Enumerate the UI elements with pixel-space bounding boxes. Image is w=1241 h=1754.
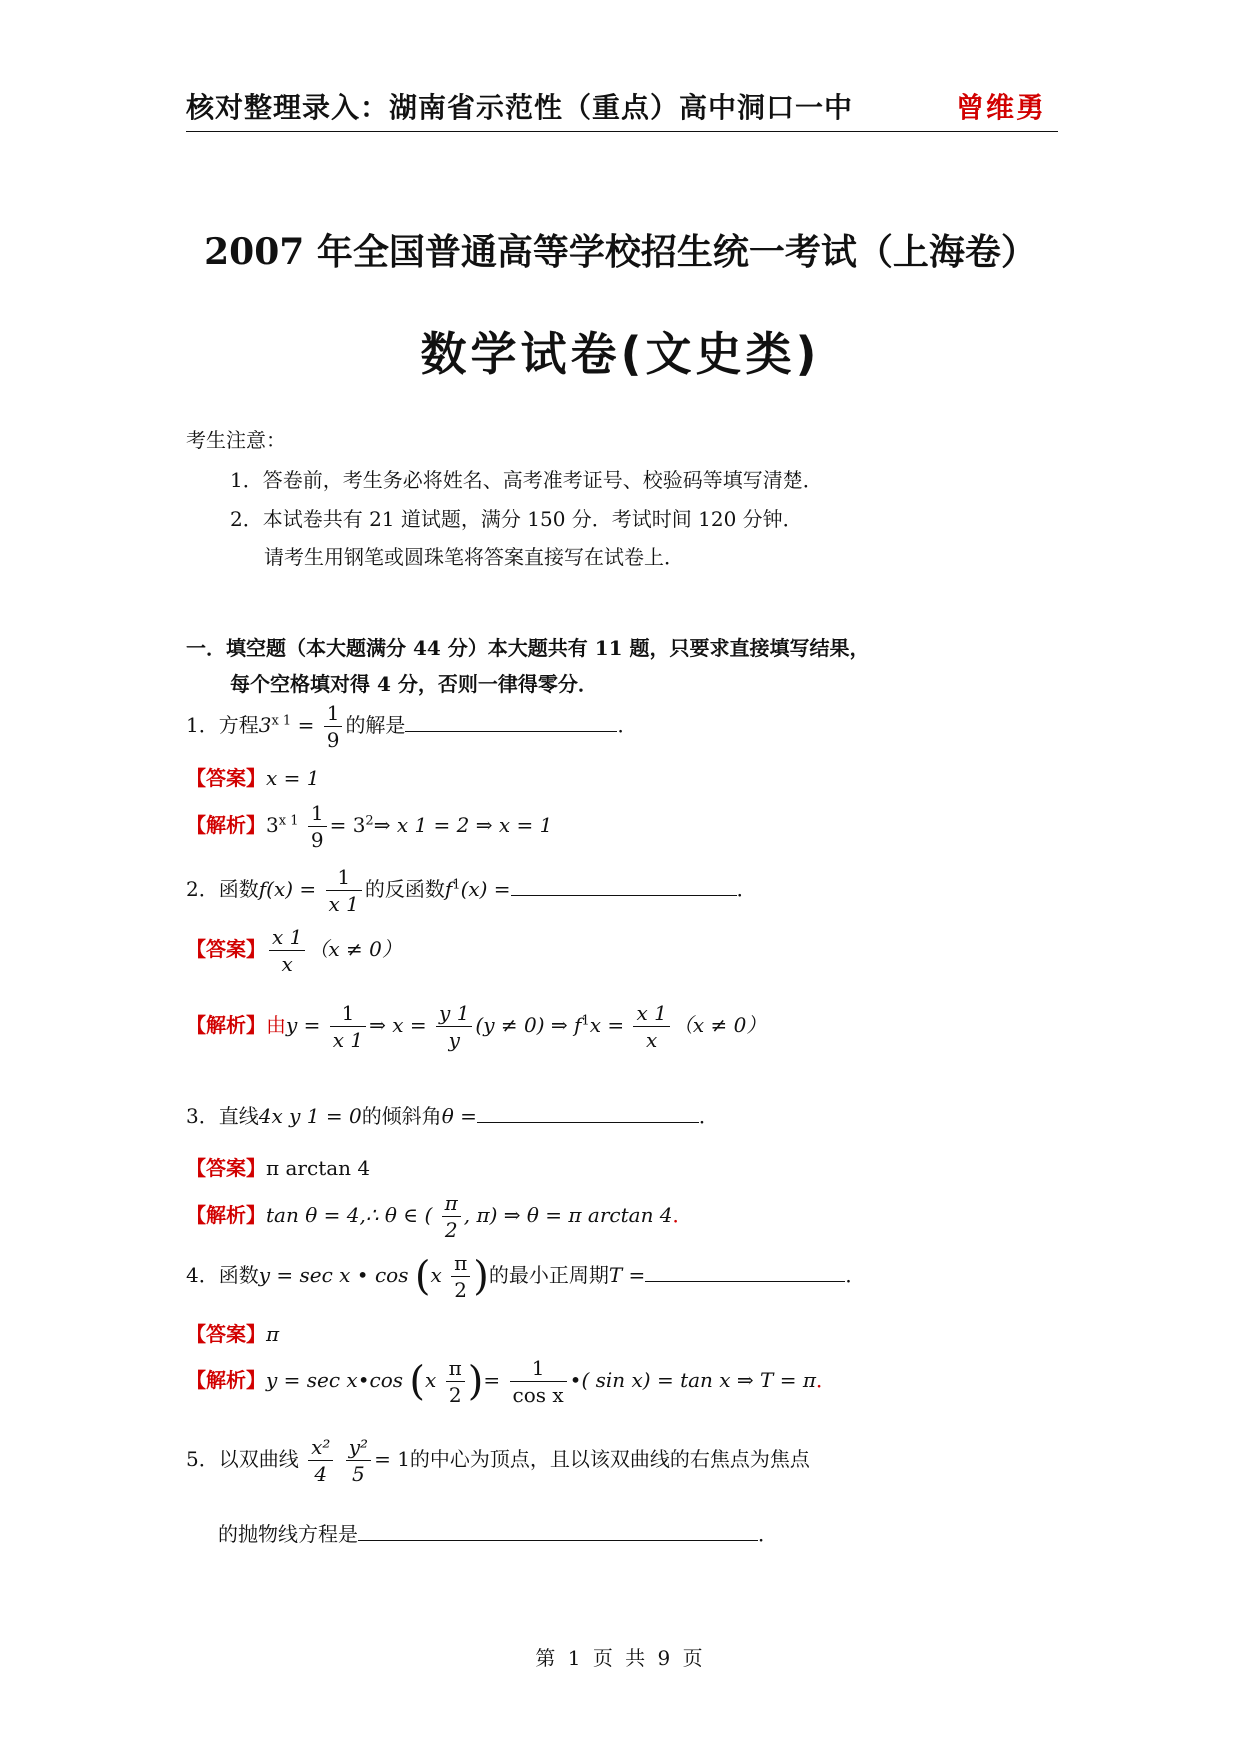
q4-an-frac2	[510, 1355, 567, 1408]
q2-label: 2．函数	[186, 877, 259, 901]
q3-answer	[186, 1152, 370, 1181]
section-heading-line1: 一．填空题（本大题满分 44 分）本大题共有 11 题，只要求直接填写结果，	[186, 636, 870, 660]
q5-frac2-num: y²	[348, 1435, 369, 1459]
q2-an-frac2-num: y 1	[439, 1001, 470, 1025]
q2-frac-num: 1	[337, 865, 351, 889]
q1-an-sup2: 2	[365, 813, 374, 829]
q4-label: 4．函数	[186, 1263, 259, 1287]
q4-an-paren-right: )	[467, 1358, 484, 1405]
analysis-tag: 【解析】	[186, 1013, 266, 1037]
q1-an-c: ⇒ x 1 = 2 ⇒ x = 1	[373, 813, 553, 837]
q2-fraction	[326, 864, 362, 917]
q4-answer-blank[interactable]	[645, 1263, 845, 1282]
q2-ans-fraction	[269, 924, 305, 977]
q1-an-b: = 3	[329, 813, 366, 837]
q5-label: 5．以双曲线	[186, 1447, 299, 1471]
q4-expr: y = sec x • cos	[258, 1263, 409, 1287]
q3-an-frac-den: 2	[442, 1216, 461, 1243]
q2-ans-cond: （x ≠ 0）	[308, 937, 402, 961]
q4-an-paren-left: (	[409, 1358, 425, 1405]
q4-an-end: ．	[816, 1368, 836, 1392]
notice-item-1: 1．答卷前，考生务必将姓名、高考准考证号、校验码等填写清楚．	[230, 468, 823, 492]
q4-fraction	[451, 1250, 470, 1303]
paper-title: 数学试卷(文史类)	[420, 327, 821, 381]
q4-an-frac1-num: π	[448, 1356, 462, 1380]
q3-an-fraction	[442, 1190, 461, 1243]
q2-an-frac2	[436, 1000, 472, 1053]
q1-an-a: 3	[266, 813, 279, 837]
q3-answer-blank[interactable]	[477, 1104, 699, 1123]
q1-base: 3	[258, 713, 272, 737]
exam-title: 2007 年全国普通高等学校招生统一考试（上海卷）	[204, 231, 1037, 273]
q2-an-frac3	[633, 1000, 669, 1053]
q2-an-frac1	[330, 1000, 366, 1053]
q1-an-frac-num: 1	[310, 801, 324, 825]
q4-an-b: •( sin x) = tan x ⇒ T = π	[569, 1368, 816, 1392]
header-rule	[186, 131, 1058, 132]
q2-an-cond1: (y ≠ 0) ⇒	[475, 1013, 568, 1037]
q4-an-frac2-num: 1	[531, 1356, 545, 1380]
q2-frac-den: x 1	[326, 890, 362, 917]
q3-analysis	[186, 1190, 693, 1243]
q2-finv: f	[444, 877, 453, 901]
q1-an-fraction	[308, 800, 327, 853]
q5-line2: 的抛物线方程是	[218, 1522, 358, 1546]
q2-end: ．	[736, 877, 757, 901]
answer-tag: 【答案】	[186, 1322, 266, 1346]
q2-fx: f(x) =	[258, 877, 317, 901]
question-4	[186, 1250, 865, 1303]
q2-answer	[186, 924, 402, 977]
q1-fraction	[324, 700, 343, 753]
q2-an-y: y =	[286, 1013, 321, 1037]
q4-an-a: y = sec x•cos	[266, 1368, 404, 1392]
q4-an-inner: x	[424, 1368, 437, 1392]
q2-ans-num: x 1	[272, 925, 303, 949]
q2-an-frac2-den: y	[436, 1026, 472, 1053]
q1-answer	[186, 762, 319, 791]
notice-item-2b: 请考生用钢笔或圆珠笔将答案直接写在试卷上．	[264, 545, 684, 569]
q1-end: ．	[617, 713, 638, 737]
q1-exp: x 1	[271, 713, 292, 729]
q3-answer-value: π arctan 4	[266, 1156, 371, 1180]
question-1	[186, 700, 637, 753]
q5-answer-blank[interactable]	[358, 1522, 758, 1541]
answer-tag: 【答案】	[186, 766, 266, 790]
q4-end: ．	[845, 1263, 866, 1287]
q2-an-f: f	[574, 1013, 582, 1037]
q2-tail: 的反函数	[364, 877, 445, 901]
q2-an-f-arg: x =	[589, 1013, 625, 1037]
q4-frac-num: π	[454, 1251, 468, 1275]
q4-an-frac1-den: 2	[446, 1381, 465, 1408]
q5-frac1-den: 4	[308, 1460, 333, 1487]
q3-theta: θ =	[441, 1104, 477, 1128]
q4-paren-left: (	[414, 1253, 431, 1300]
q5-end: ．	[758, 1522, 778, 1546]
answer-tag: 【答案】	[186, 1156, 266, 1180]
q1-label: 1．方程	[186, 713, 259, 737]
q2-an-frac1-den: x 1	[330, 1026, 366, 1053]
q3-an-end: ．	[672, 1203, 693, 1227]
analysis-tag: 【解析】	[186, 1203, 266, 1227]
analysis-tag: 【解析】	[186, 1368, 266, 1392]
q5-eq: = 1	[374, 1447, 410, 1471]
q2-an-frac3-den: x	[633, 1026, 669, 1053]
q1-eq: =	[297, 713, 315, 737]
q4-answer-value: π	[266, 1322, 280, 1346]
q4-an-frac2-den: cos x	[510, 1381, 567, 1408]
q2-an-f-sup: 1	[581, 1013, 590, 1029]
q2-an-frac1-num: 1	[341, 1001, 355, 1025]
q3-tail: 的倾斜角	[361, 1104, 442, 1128]
q1-answer-value: x = 1	[266, 766, 320, 790]
q2-analysis	[186, 1000, 766, 1053]
q4-answer	[186, 1318, 279, 1347]
q4-frac-den: 2	[451, 1276, 470, 1303]
q5-frac1-num: x²	[311, 1435, 331, 1459]
q3-label: 3．直线	[186, 1104, 259, 1128]
notice-item-2: 2．本试卷共有 21 道试题，满分 150 分．考试时间 120 分钟．	[230, 507, 803, 531]
q4-an-frac1	[446, 1355, 465, 1408]
q4-T: T =	[608, 1263, 646, 1287]
q1-frac-num: 1	[326, 701, 340, 725]
q4-paren-right: )	[473, 1253, 489, 1300]
section-heading-line2: 每个空格填对得 4 分，否则一律得零分．	[230, 672, 598, 696]
q2-finv-sup: 1	[452, 877, 461, 893]
q4-analysis	[186, 1355, 836, 1408]
q3-an-a: tan θ = 4,∴ θ ∈ (	[266, 1203, 433, 1227]
q1-an-frac-den: 9	[308, 826, 327, 853]
q3-an-frac-num: π	[444, 1191, 458, 1215]
q2-an-frac3-num: x 1	[636, 1001, 667, 1025]
header-text: 核对整理录入：湖南省示范性（重点）高中洞口一中	[186, 91, 854, 124]
q2-finv-arg: (x) =	[460, 877, 511, 901]
analysis-tag: 【解析】	[186, 813, 266, 837]
q1-an-sup: x 1	[278, 813, 299, 829]
q5-fraction-1	[308, 1434, 333, 1487]
q4-tail: 的最小正周期	[488, 1263, 609, 1287]
q2-an-mid: ⇒ x =	[369, 1013, 427, 1037]
q4-an-eq: =	[483, 1368, 501, 1392]
q1-tail: 的解是	[345, 713, 406, 737]
q3-expr: 4x y 1 = 0	[258, 1104, 362, 1128]
q5-fraction-2	[346, 1434, 371, 1487]
question-2	[186, 864, 757, 917]
question-3	[186, 1100, 719, 1129]
q2-an-you: 由	[266, 1013, 286, 1037]
q5-frac2-den: 5	[346, 1460, 371, 1487]
q2-an-cond2: （x ≠ 0）	[672, 1013, 767, 1037]
q3-an-b: , π) ⇒ θ = π arctan 4	[463, 1203, 673, 1227]
question-5	[186, 1434, 810, 1487]
answer-tag: 【答案】	[186, 937, 266, 961]
q1-answer-blank[interactable]	[405, 713, 617, 732]
q1-analysis	[186, 800, 552, 853]
q5-tail: 的中心为顶点，且以该双曲线的右焦点为焦点	[409, 1447, 810, 1471]
q2-answer-blank[interactable]	[511, 877, 737, 896]
q2-ans-den: x	[269, 950, 305, 977]
page-footer: 第 1 页 共 9 页	[535, 1646, 706, 1670]
notice-heading: 考生注意：	[186, 428, 286, 452]
q3-end: ．	[698, 1104, 719, 1128]
q4-inner: x	[430, 1263, 442, 1287]
header-author: 曾维勇	[956, 91, 1047, 124]
question-5-line2	[218, 1518, 778, 1547]
q1-frac-den: 9	[324, 726, 343, 753]
